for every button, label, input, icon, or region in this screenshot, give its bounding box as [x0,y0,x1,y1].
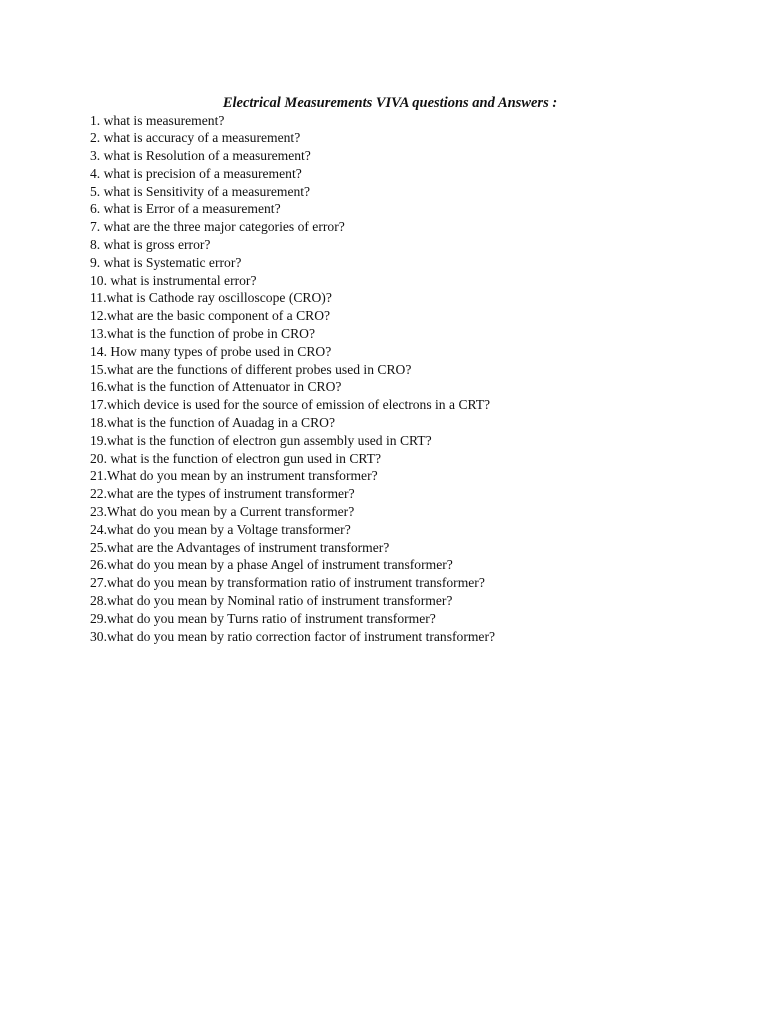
question-item: 27.what do you mean by transformation ratio of instrument transformer? [90,575,485,591]
question-item: 10. what is instrumental error? [90,272,257,288]
question-item: 7. what are the three major categories of error? [90,219,345,235]
question-item: 9. what is Systematic error? [90,254,242,270]
question-item: 26.what do you mean by a phase Angel of instrument transformer? [90,557,453,573]
question-item: 6. what is Error of a measurement? [90,201,281,217]
question-item: 30.what do you mean by ratio correction factor of instrument transformer? [90,628,496,644]
question-item: 21.What do you mean by an instrument transformer? [90,468,378,484]
question-item: 25.what are the Advantages of instrument transformer? [90,539,390,555]
question-item: 14. How many types of probe used in CRO? [90,343,332,359]
question-item: 24.what do you mean by a Voltage transformer? [90,521,351,537]
question-item: 11.what is Cathode ray oscilloscope (CRO)? [90,290,332,306]
question-item: 1. what is measurement? [90,112,225,128]
question-item: 20. what is the function of electron gun used in CRT? [90,450,382,466]
question-item: 4. what is precision of a measurement? [90,165,302,181]
question-item: 29.what do you mean by Turns ratio of instrument transformer? [90,610,436,626]
question-item: 12.what are the basic component of a CRO? [90,308,331,324]
question-item: 15.what are the functions of different probes used in CRO? [90,361,412,377]
question-item: 17.which device is used for the source of emission of electrons in a CRT? [90,397,491,413]
question-item: 23.What do you mean by a Current transformer? [90,504,355,520]
question-item: 28.what do you mean by Nominal ratio of instrument transformer? [90,593,453,609]
question-item: 2. what is accuracy of a measurement? [90,130,301,146]
question-item: 13.what is the function of probe in CRO? [90,326,316,342]
question-item: 19.what is the function of electron gun assembly used in CRT? [90,432,432,448]
question-item: 16.what is the function of Attenuator in CRO? [90,379,342,395]
question-item: 3. what is Resolution of a measurement? [90,148,311,164]
question-item: 22.what are the types of instrument transformer? [90,486,355,502]
question-item: 8. what is gross error? [90,237,211,253]
question-item: 5. what is Sensitivity of a measurement? [90,183,311,199]
document-title: Electrical Measurements VIVA questions and Answers : [222,95,558,111]
question-item: 18.what is the function of Auadag in a CRO? [90,415,336,431]
question-list [90,112,495,646]
